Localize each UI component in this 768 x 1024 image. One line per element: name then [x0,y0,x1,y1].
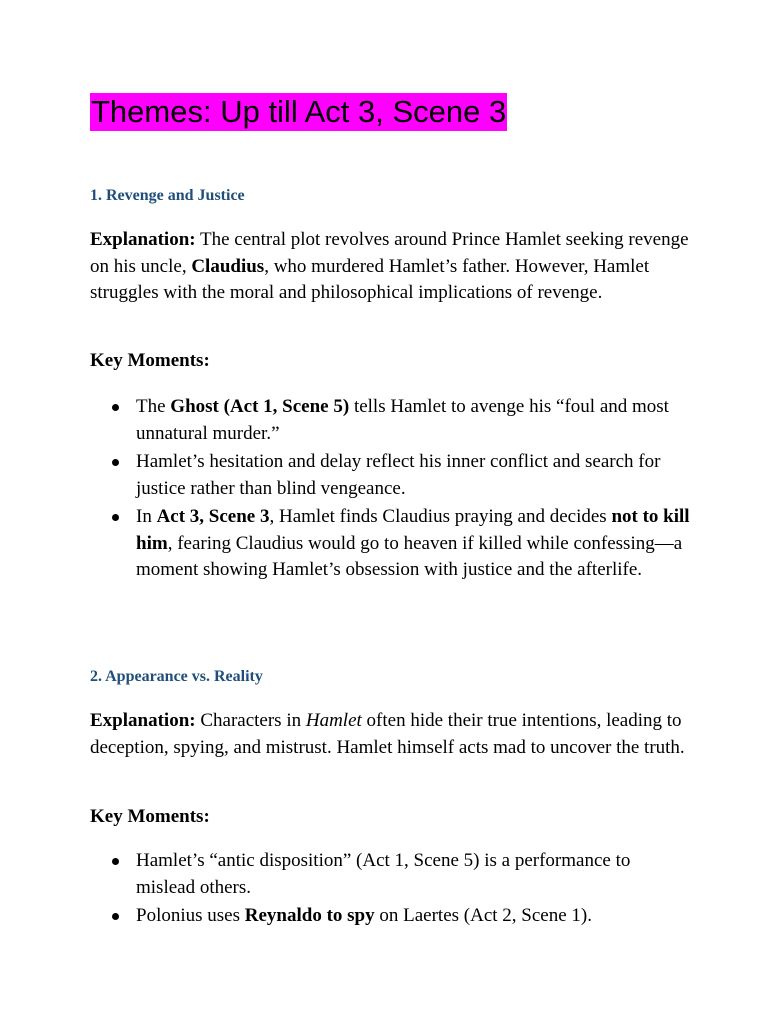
text-run: Hamlet’s “antic disposition” (Act 1, Scene 5) is a performance to mislead others. [136,850,631,898]
bold-run: Reynaldo to spy [244,905,375,926]
text-run: The central plot revolves around Prince Hamlet seeking revenge on his uncle, [90,229,689,277]
key-moments-label-revenge: Key Moments: [90,350,210,371]
text-run: The [136,396,171,417]
list-item [90,504,690,584]
section-heading-appearance: 2. Appearance vs. Reality [90,668,263,685]
bullet-icon [112,858,119,865]
bullet-list-appearance [90,848,690,932]
explanation-paragraph-appearance [90,708,690,761]
text-run: on Laertes (Act 2, Scene 1). [374,905,592,926]
list-item [90,903,690,930]
bullet-icon [112,514,119,521]
text-run: Polonius uses [136,905,245,926]
bullet-icon [112,913,119,920]
section-heading-revenge: 1. Revenge and Justice [90,187,245,204]
text-run: Hamlet’s hesitation and delay reflect his inner conflict and search for justice rather than blind vengeance. [136,451,661,499]
title-wrap [90,93,507,131]
list-item [90,394,690,447]
explanation-paragraph-revenge [90,227,690,307]
bold-run: not to kill him [136,506,690,554]
bullet-icon [112,459,119,466]
text-run: tells Hamlet to avenge his “foul and most unnatural murder.” [136,396,669,444]
text-run: Characters in [195,710,306,731]
bold-run: Ghost (Act 1, Scene 5) [170,396,350,417]
text-run: , fearing Claudius would go to heaven if killed while confessing—a moment showing Hamlet’s obsession with justice and the afterlife. [136,532,683,580]
bullet-icon [112,404,119,411]
bold-run: Claudius [191,255,265,277]
text-run: often hide their true intentions, leading to deception, spying, and mistrust. Hamlet himself acts mad to uncover the truth. [90,710,685,758]
text-run: In [136,506,157,527]
italic-run: Hamlet [305,710,362,731]
bullet-list-revenge [90,394,690,586]
list-item [90,848,690,901]
text-run: , who murdered Hamlet’s father. However, Hamlet struggles with the moral and philosophical implications of revenge. [90,255,650,303]
key-moments-label-appearance: Key Moments: [90,806,210,827]
explanation-label: Explanation: [90,229,196,250]
page-title: Themes: Up till Act 3, Scene 3 [91,94,507,129]
list-item [90,449,690,502]
bold-run: Act 3, Scene 3 [156,506,270,527]
text-run: , Hamlet finds Claudius praying and decides [269,506,612,527]
explanation-label: Explanation: [90,710,196,731]
